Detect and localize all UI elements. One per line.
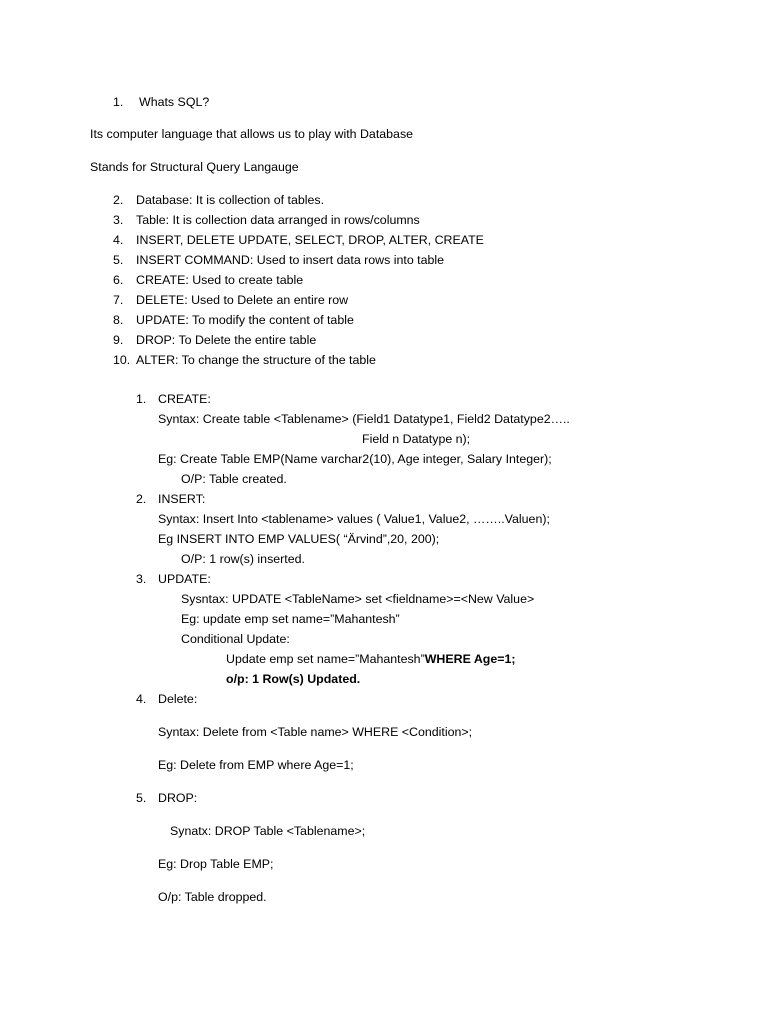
heading-number: 1.: [113, 95, 124, 109]
update-conditional-where: WHERE Age=1;: [424, 652, 516, 666]
intro-line-1: Its computer language that allows us to play with Database: [90, 127, 414, 141]
update-output: o/p: 1 Row(s) Updated.: [226, 672, 361, 686]
list-item-text: INSERT COMMAND: Used to insert data rows into table: [136, 253, 445, 267]
insert-syntax: Syntax: Insert Into <tablename> values ( Value1, Value2, ……..Valuen);: [158, 512, 550, 526]
delete-number: 4.: [136, 692, 147, 706]
insert-example: Eg INSERT INTO EMP VALUES( “Ärvind”,20, 200);: [158, 532, 440, 546]
create-output: O/P: Table created.: [181, 472, 287, 486]
list-item-text: DROP: To Delete the entire table: [136, 333, 317, 347]
update-conditional-statement: [226, 652, 515, 667]
list-item-text: Table: It is collection data arranged in rows/columns: [136, 213, 420, 227]
update-title: UPDATE:: [158, 572, 211, 586]
list-item-number: 3.: [113, 213, 124, 227]
create-syntax: Syntax: Create table <Tablename> (Field1 Datatype1, Field2 Datatype2…..: [158, 412, 570, 426]
list-item-number: 9.: [113, 333, 124, 347]
list-item-number: 8.: [113, 313, 124, 327]
intro-line-2: Stands for Structural Query Langauge: [90, 160, 299, 174]
list-item-number: 2.: [113, 193, 124, 207]
create-number: 1.: [136, 392, 147, 406]
insert-output: O/P: 1 row(s) inserted.: [181, 552, 305, 566]
update-syntax: Sysntax: UPDATE <TableName> set <fieldname>=<New Value>: [181, 592, 535, 606]
create-title: CREATE:: [158, 392, 211, 406]
update-number: 3.: [136, 572, 147, 586]
list-item-number: 4.: [113, 233, 124, 247]
list-item-number: 7.: [113, 293, 124, 307]
drop-syntax: Synatx: DROP Table <Tablename>;: [170, 824, 366, 838]
update-conditional-label: Conditional Update:: [181, 632, 290, 646]
heading-text: Whats SQL?: [139, 95, 210, 109]
list-item-number: 5.: [113, 253, 124, 267]
drop-example: Eg: Drop Table EMP;: [158, 857, 274, 871]
list-item-text: DELETE: Used to Delete an entire row: [136, 293, 349, 307]
list-item-number: 10.: [113, 353, 131, 367]
delete-title: Delete:: [158, 692, 198, 706]
list-item-number: 6.: [113, 273, 124, 287]
list-item-text: INSERT, DELETE UPDATE, SELECT, DROP, ALTER, CREATE: [136, 233, 484, 247]
delete-syntax: Syntax: Delete from <Table name> WHERE <Condition>;: [158, 725, 473, 739]
drop-title: DROP:: [158, 791, 198, 805]
create-syntax-cont: Field n Datatype n);: [362, 432, 471, 446]
list-item-text: CREATE: Used to create table: [136, 273, 304, 287]
drop-output: O/p: Table dropped.: [158, 890, 267, 904]
delete-example: Eg: Delete from EMP where Age=1;: [158, 758, 354, 772]
list-item-text: Database: It is collection of tables.: [136, 193, 325, 207]
drop-number: 5.: [136, 791, 147, 805]
insert-title: INSERT:: [158, 492, 206, 506]
update-example: Eg: update emp set name=”Mahantesh”: [181, 612, 400, 626]
create-example: Eg: Create Table EMP(Name varchar2(10), Age integer, Salary Integer);: [158, 452, 552, 466]
list-item-text: ALTER: To change the structure of the table: [136, 353, 376, 367]
list-item-text: UPDATE: To modify the content of table: [136, 313, 354, 327]
update-conditional-set: Update emp set name=”Mahantesh”: [226, 652, 425, 666]
insert-number: 2.: [136, 492, 147, 506]
